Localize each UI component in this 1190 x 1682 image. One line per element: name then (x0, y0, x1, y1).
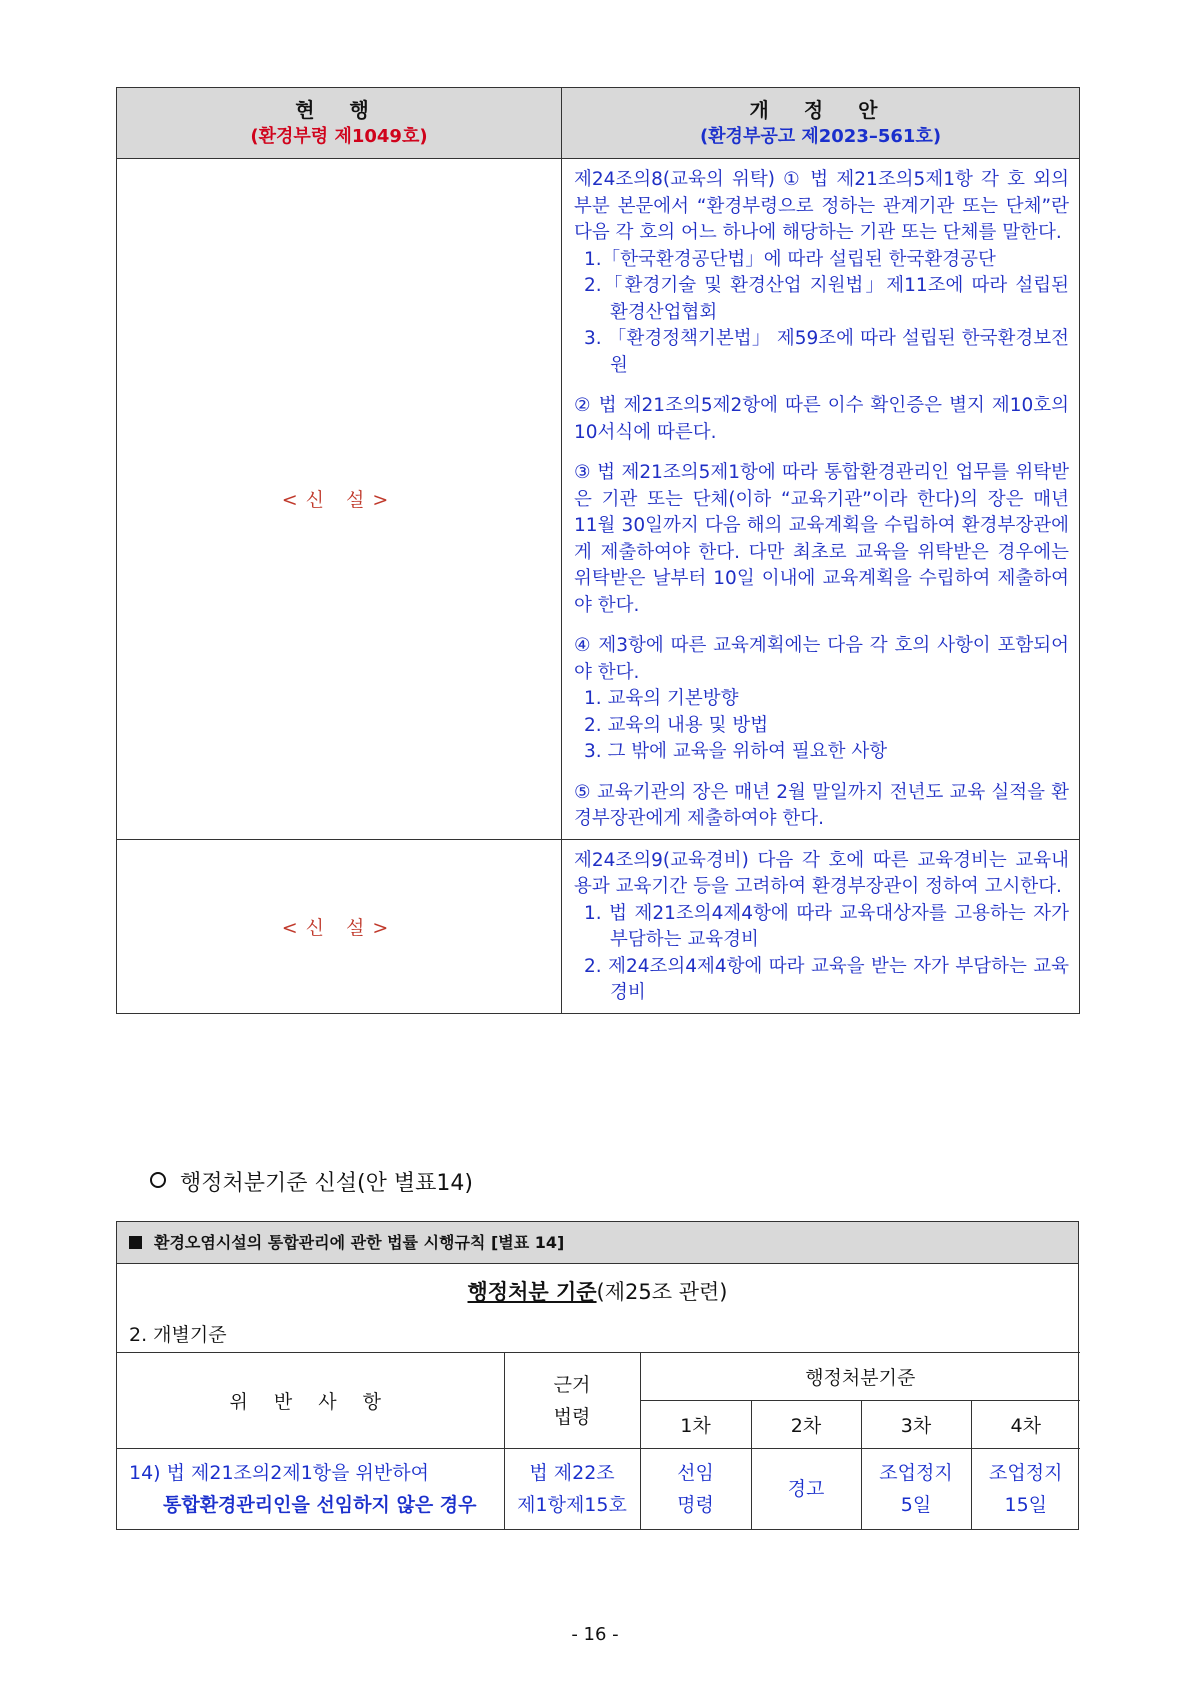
current-header-title: 현 행 (295, 98, 383, 122)
round3-cell (861, 1449, 971, 1529)
annex-header (117, 1222, 1078, 1264)
annex-subtitle: 2. 개별기준 (129, 1324, 227, 1346)
basis-line1: 법 제22조 (529, 1461, 615, 1484)
violation-line2: 통합환경관리인을 선임하지 않은 경우 (163, 1493, 477, 1516)
annex-box (116, 1221, 1079, 1530)
round-header: 2차 (751, 1401, 861, 1449)
amendment-cell (562, 839, 1080, 1013)
section-heading-text: 행정처분기준 신설(안 별표14) (180, 1171, 473, 1196)
violation-cell (117, 1449, 504, 1529)
round4-line2: 15일 (1004, 1493, 1048, 1516)
current-cell (117, 839, 562, 1013)
article-item: 1.「한국환경공단법」에 따라 설립된 한국환경공단 (584, 248, 996, 270)
comparison-row (117, 839, 1080, 1013)
comparison-header-row (117, 88, 1080, 159)
basis-header-line2: 법령 (553, 1405, 591, 1428)
article-paragraph: ⑤ 교육기관의 장은 매년 2월 말일까지 전년도 교육 실적을 환경부장관에게 제출하여야 한다. (574, 781, 1069, 829)
article-item: 2. 교육의 내용 및 방법 (584, 714, 769, 736)
article-item: 3. 「환경정책기본법」 제59조에 따라 설립된 한국환경보전원 (584, 328, 1069, 376)
annex-title-rest: (제25조 관련) (596, 1280, 728, 1304)
amendment-header-title: 개 정 안 (749, 98, 892, 122)
article-item: 1. 교육의 기본방향 (584, 688, 739, 709)
annex-title (117, 1276, 1078, 1306)
basis-cell (504, 1449, 640, 1529)
article-item: 3. 그 밖에 교육을 위하여 필요한 사항 (584, 741, 888, 762)
new-provision-mark: <신 설> (281, 916, 397, 939)
circle-bullet-icon (150, 1172, 166, 1188)
round1-cell (640, 1449, 751, 1529)
round-header: 4차 (971, 1401, 1080, 1449)
round1-line1: 선임 (677, 1461, 714, 1484)
amendment-header (562, 88, 1080, 159)
annex-title-bold: 행정처분 기준 (467, 1280, 597, 1304)
basis-header (504, 1353, 640, 1449)
article-item: 1. 법 제21조의4제4항에 따라 교육대상자를 고용하는 자가 부담하는 교육경비 (584, 902, 1069, 950)
penalty-row (117, 1449, 1080, 1529)
article-paragraph: 제24조의8(교육의 위탁) ① 법 제21조의5제1항 각 호 외의 부분 본문에서 “환경부령으로 정하는 관계기관 또는 단체”란 다음 각 호의 어느 하나에 해당하는 기관 또는 단체를 말한다. (574, 169, 1069, 243)
amendment-header-subtitle: (환경부공고 제2023–561호) (699, 126, 942, 147)
penalty-header: 행정처분기준 (640, 1353, 1080, 1401)
comparison-row (117, 159, 1080, 840)
article-item: 2.「환경기술 및 환경산업 지원법」제11조에 따라 설립된 환경산업협회 (584, 275, 1069, 323)
page-number: - 16 - (571, 1624, 619, 1645)
article-paragraph: ④ 제3항에 따른 교육계획에는 다음 각 호의 사항이 포함되어야 한다. (574, 635, 1069, 683)
round3-line2: 5일 (900, 1493, 932, 1516)
round3-line1: 조업정지 (879, 1461, 953, 1484)
square-bullet-icon (129, 1236, 142, 1249)
article-paragraph: ③ 법 제21조의5제1항에 따라 통합환경관리인 업무를 위탁받은 기관 또는 단체(이하 “교육기관”이라 한다)의 장은 매년 11월 30일까지 다음 해의 교육계획을 수립하여 환경부장관에게 제출하여야 한다. 다만 최초로 교육을 위탁받은 경우에는 위탁받은 날부터 10일 이내에 교육계획을 수립하여 제출하여야 한다. (574, 462, 1069, 616)
annex-header-text: 환경오염시설의 통합관리에 관한 법률 시행규칙 [별표 14] (154, 1233, 565, 1252)
penalty-header-row (117, 1353, 1080, 1401)
basis-header-line1: 근거 (553, 1373, 591, 1396)
new-provision-mark: <신 설> (281, 489, 397, 512)
round4-line1: 조업정지 (989, 1461, 1063, 1484)
amendment-cell (562, 159, 1080, 840)
violation-header: 위 반 사 항 (117, 1353, 504, 1449)
basis-line2: 제1항제15호 (517, 1493, 627, 1516)
round-header: 3차 (861, 1401, 971, 1449)
penalty-table (117, 1352, 1080, 1529)
section-heading (150, 1166, 473, 1197)
violation-line1: 14) 법 제21조의2제1항을 위반하여 (129, 1461, 429, 1484)
article-paragraph: 제24조의9(교육경비) 다음 각 호에 따른 교육경비는 교육내용과 교육기간 등을 고려하여 환경부장관이 정하여 고시한다. (574, 849, 1069, 897)
article-item: 2. 제24조의4제4항에 따라 교육을 받는 자가 부담하는 교육경비 (584, 955, 1069, 1003)
round-header: 1차 (640, 1401, 751, 1449)
comparison-table (116, 87, 1080, 1014)
round4-cell (971, 1449, 1080, 1529)
round2-cell: 경고 (751, 1449, 861, 1529)
article-paragraph: ② 법 제21조의5제2항에 따른 이수 확인증은 별지 제10호의10서식에 따른다. (574, 395, 1069, 443)
round1-line2: 명령 (677, 1493, 714, 1516)
current-header (117, 88, 562, 159)
current-cell (117, 159, 562, 840)
current-header-subtitle: (환경부령 제1049호) (250, 126, 428, 147)
